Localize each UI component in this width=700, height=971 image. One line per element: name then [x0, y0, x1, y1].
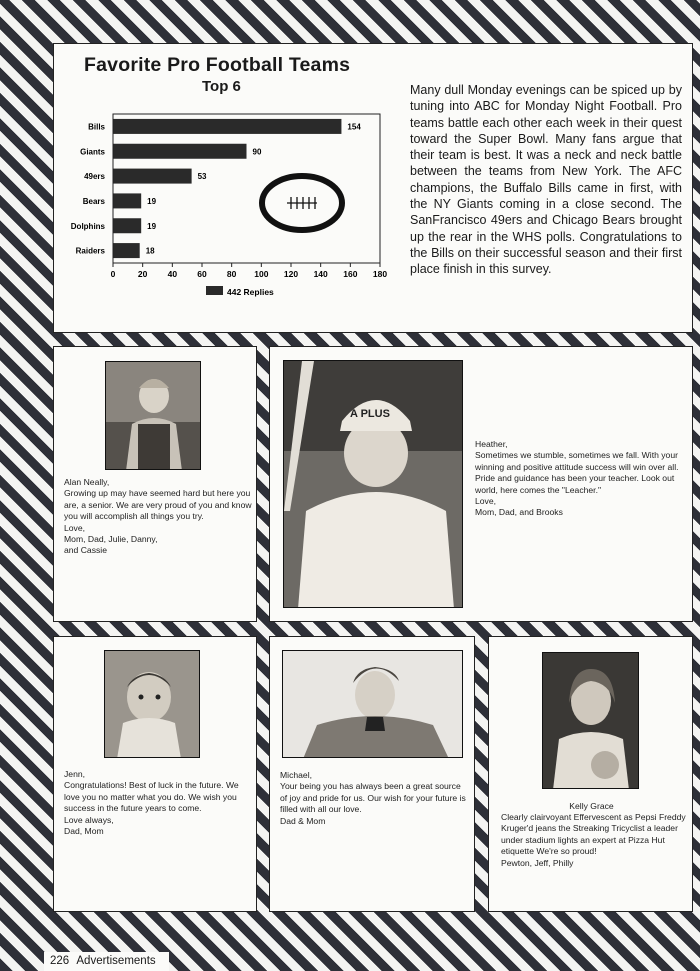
- chart-panel: [53, 43, 693, 333]
- value-label-giants: 90: [252, 147, 262, 157]
- photo-michael: [282, 650, 463, 758]
- ad-panel-michael: [269, 636, 475, 912]
- category-label-bills: Bills: [88, 122, 105, 132]
- page-footer: [44, 952, 169, 971]
- x-tick-label: 140: [313, 269, 328, 279]
- plot-frame: [113, 114, 380, 263]
- legend-swatch: [206, 286, 223, 295]
- chart-title: Favorite Pro Football Teams: [84, 54, 351, 76]
- photo-alan: [105, 361, 201, 470]
- photo-jenn: [104, 650, 200, 758]
- caption-kelly: Clearly clairvoyant Effervescent as Pepsi Freddy Kruger'd jeans the Streaking Tricyclist a leader under stadium lights an expert at Pizza Hut etiquette We're so proud! Pewton, Jeff, Philly: [501, 812, 686, 868]
- ad-panel-kelly: [488, 636, 693, 912]
- bar-giants: [113, 144, 247, 159]
- ad-panel-jenn: [53, 636, 257, 912]
- x-tick-label: 60: [197, 269, 207, 279]
- legend-label: 442 Replies: [227, 287, 274, 297]
- value-label-49ers: 53: [197, 172, 207, 182]
- x-tick-label: 40: [167, 269, 178, 279]
- value-label-raiders: 18: [145, 246, 155, 256]
- page-number: 226: [50, 955, 70, 967]
- bar-dolphins: [113, 218, 141, 233]
- football-icon: [262, 176, 342, 230]
- category-label-bears: Bears: [82, 196, 105, 206]
- x-tick-label: 160: [343, 269, 358, 279]
- x-tick-label: 0: [110, 269, 116, 279]
- ad-panel-alan: [53, 346, 257, 622]
- x-tick-label: 100: [254, 269, 269, 279]
- caption-michael: Michael, Your being you has always been a great source of joy and pride for us. Our wish for your future is filled with all our love. Dad & Mom: [280, 770, 466, 826]
- category-label-giants: Giants: [80, 147, 105, 157]
- value-label-dolphins: 19: [147, 221, 157, 231]
- bar-bills: [113, 119, 341, 134]
- x-tick-label: 80: [226, 269, 237, 279]
- photo-heather: [283, 360, 463, 608]
- category-label-raiders: Raiders: [75, 246, 105, 256]
- value-label-bills: 154: [347, 122, 361, 132]
- x-tick-label: 20: [137, 269, 148, 279]
- value-label-bears: 19: [147, 196, 157, 206]
- kelly-name: Kelly Grace: [569, 801, 614, 811]
- bar-49ers: [113, 169, 192, 184]
- category-label-49ers: 49ers: [84, 172, 105, 182]
- category-label-dolphins: Dolphins: [70, 221, 105, 231]
- chart-subtitle: Top 6: [202, 78, 241, 95]
- ad-panel-heather: [269, 346, 693, 622]
- article-text: Many dull Monday evenings can be spiced up by tuning into ABC for Monday Night Football. Pro teams battle each other each week in their quest toward the Super Bowl. Many fans argue that their team is best. It was a neck and neck battle between the teams from New York. The AFC champions, the Buffalo Bills came in first, with the NY Giants coming in a close second. The SanFrancisco 49ers and Chicago Bears brought up the rear in the WHS polls. Congratulations to the Bills on their successful season and their first place finish in this survey.: [410, 83, 682, 277]
- caption-heather: Heather, Sometimes we stumble, sometimes we fall. With your winning and positive attitude success will win over all. Pride and guidance has been your teacher. Look out world, here comes the "Leacher." Love, Mom, Dad, and Brooks: [475, 439, 679, 518]
- bar-bears: [113, 193, 141, 208]
- caption-alan: Alan Neally, Growing up may have seemed hard but here you are, a senior. We are very proud of you and know you will accomplish all things you try. Love, Mom, Dad, Julie, Danny, and Cassie: [64, 477, 252, 556]
- photo-kelly: [542, 652, 639, 789]
- cap-logo: A PLUS: [350, 408, 390, 420]
- bar-raiders: [113, 243, 140, 258]
- x-tick-label: 180: [372, 269, 388, 279]
- section-name: Advertisements: [76, 955, 156, 967]
- x-tick-label: 120: [283, 269, 299, 279]
- caption-jenn: Jenn, Congratulations! Best of luck in the future. We love you no matter what you do. We wish you success in the future years to come. Love always, Dad, Mom: [64, 769, 239, 837]
